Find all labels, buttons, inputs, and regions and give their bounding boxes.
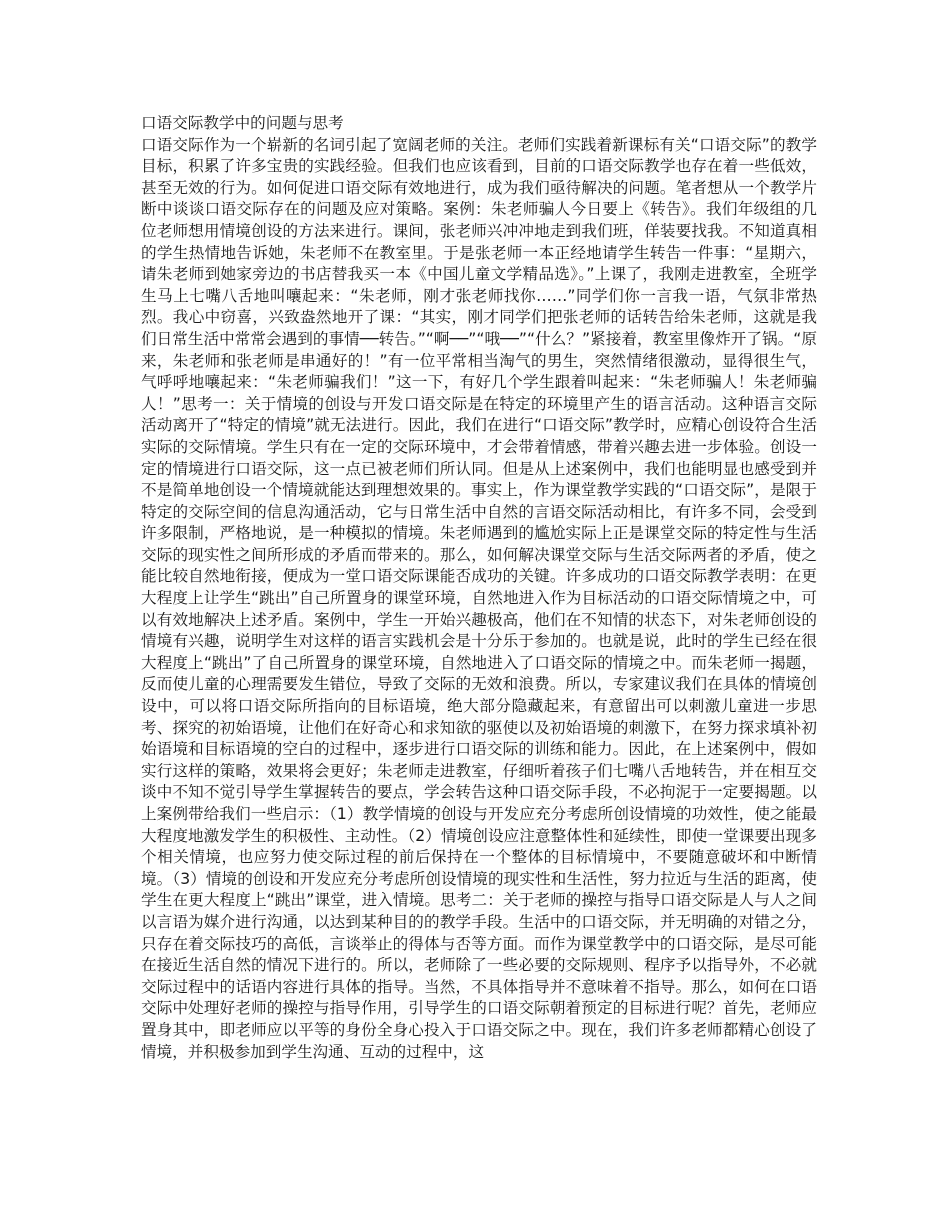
document-title: 口语交际教学中的问题与思考 [141, 114, 344, 132]
document-body-text: 口语交际作为一个崭新的名词引起了宽阔老师的关注。老师们实践着新课标有关“口语交际”的教学目标，积累了许多宝贵的实践经验。但我们也应该看到，目前的口语交际教学也存在着一些低效，甚至无效的行为。如何促进口语交际有效地进行，成为我们亟待解决的问题。笔者想从一个教学片断中谈谈口语交际存在的问题及应对策略。案例：朱老师骗人今日要上《转告》。我们年级组的几位老师想用情境创设的方法来进行。课间，张老师兴冲冲地走到我们班，佯装要找我。不知道真相的学生热情地告诉她，朱老师不在教室里。于是张老师一本正经地请学生转告一件事：“星期六，请朱老师到她家旁边的书店替我买一本《中国儿童文学精品选》。”上课了，我刚走进教室，全班学生马上七嘴八舌地叫嚷起来：“朱老师，刚才张老师找你……”同学们你一言我一语，气氛非常热烈。我心中窃喜，兴致盎然地开了课：“其实，刚才同学们把张老师的话转告给朱老师，这就是我们日常生活中常常会遇到的事情──转告。”“啊──”“哦──”“什么？”紧接着，教室里像炸开了锅。“原来，朱老师和张老师是串通好的！”有一位平常相当淘气的男生，突然情绪很激动，显得很生气，气呼呼地嚷起来：“朱老师骗我们！”这一下，有好几个学生跟着叫起来：“朱老师骗人！朱老师骗人！”思考一：关于情境的创设与开发口语交际是在特定的环境里产生的语言活动。这种语言交际活动离开了“特定的情境”就无法进行。因此，我们在进行“口语交际”教学时，应精心创设符合生活实际的交际情境。学生只有在一定的交际环境中，才会带着情感，带着兴趣去进一步体验。创设一定的情境进行口语交际，这一点已被老师们所认同。但是从上述案例中，我们也能明显也感受到并不是简单地创设一个情境就能达到理想效果的。事实上，作为课堂教学实践的“口语交际”，是限于特定的交际空间的信息沟通活动，它与日常生活中自然的言语交际活动相比，有许多不同，会受到许多限制，严格地说，是一种模拟的情境。朱老师遇到的尴尬实际上正是课堂交际的特定性与生活交际的现实性之间所形成的矛盾而带来的。那么，如何解决课堂交际与生活交际两者的矛盾，使之能比较自然地衔接，便成为一堂口语交际课能否成功的关键。许多成功的口语交际教学表明：在更大程度上让学生“跳出”自己所置身的课堂环境，自然地进入作为目标活动的口语交际情境之中，可以有效地解决上述矛盾。案例中，学生一开始兴趣极高，他们在不知情的状态下，对朱老师创设的情境有兴趣，说明学生对这样的语言实践机会是十分乐于参加的。也就是说，此时的学生已经在很大程度上“跳出”了自己所置身的课堂环境，自然地进入了口语交际的情境之中。而朱老师一揭题，反而使儿童的心理需要发生错位，导致了交际的无效和浪费。所以，专家建议我们在具体的情境创设中，可以将口语交际所指向的目标语境，绝大部分隐藏起来，有意留出可以刺激儿童进一步思考、探究的初始语境，让他们在好奇心和求知欲的驱使以及初始语境的刺激下，在努力探求填补初始语境和目标语境的空白的过程中，逐步进行口语交际的训练和能力。因此，在上述案例中，假如实行这样的策略，效果将会更好；朱老师走进教室，仔细听着孩子们七嘴八舌地转告，并在相互交谈中不知不觉引导学生掌握转告的要点，学会转告这种口语交际手段，不必拘泥于一定要揭题。以上案例带给我们一些启示：（1）教学情境的创设与开发应充分考虑所创设情境的功效性，使之能最大程度地激发学生的积极性、主动性。（2）情境创设应注意整体性和延续性，即使一堂课要出现多个相关情境，也应努力使交际过程的前后保持在一个整体的目标情境中，不要随意破坏和中断情境。（3）情境的创设和开发应充分考虑所创设情境的现实性和生活性，努力拉近与生活的距离，使学生在更大程度上“跳出”课堂，进入情境。思考二：关于老师的操控与指导口语交际是人与人之间以言语为媒介进行沟通，以达到某种目的的教学手段。生活中的口语交际，并无明确的对错之分，只存在着交际技巧的高低，言谈举止的得体与否等方面。而作为课堂教学中的口语交际，是尽可能在接近生活自然的情况下进行的。所以，老师除了一些必要的交际规则、程序予以指导外，不必就交际过程中的话语内容进行具体的指导。当然，不具体指导并不意味着不指导。那么，如何在口语交际中处理好老师的操控与指导作用，引导学生的口语交际朝着预定的目标进行呢？首先，老师应置身其中，即老师应以平等的身份全身心投入于口语交际之中。现在，我们许多老师都精心创设了情境，并积极参加到学生沟通、互动的过程中，这 [141, 135, 817, 1061]
document-page [141, 113, 817, 1063]
